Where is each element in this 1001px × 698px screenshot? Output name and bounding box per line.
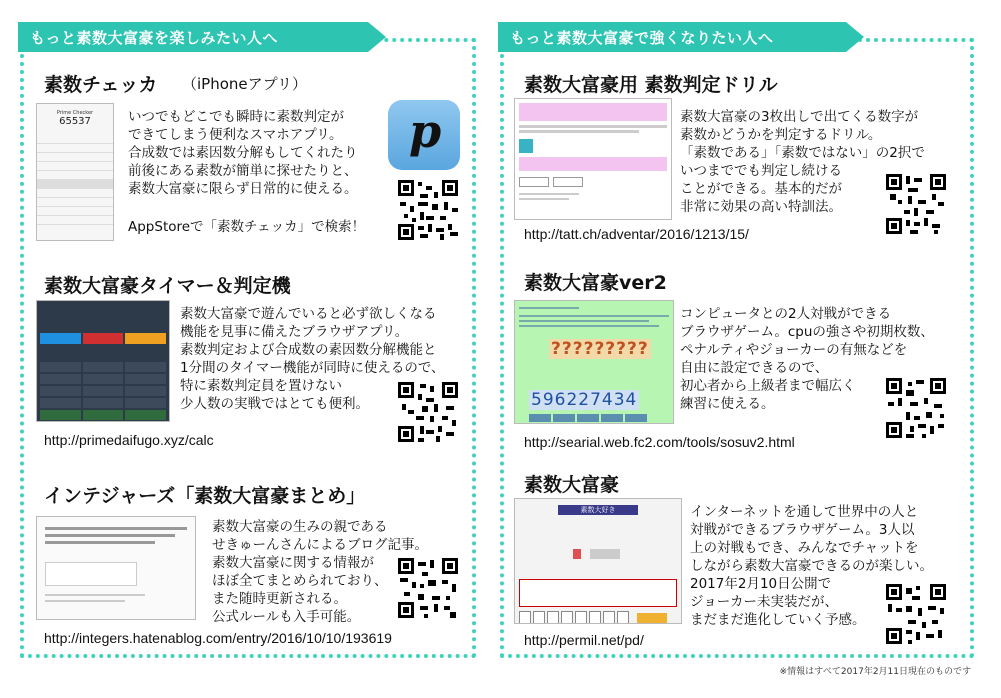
integers-screenshot bbox=[36, 516, 196, 620]
integers-url[interactable]: http://integers.hatenablog.com/entry/2016/10/10/193619 bbox=[44, 630, 392, 646]
left-banner-text: もっと素数大富豪を楽しみたい人へ bbox=[30, 29, 279, 47]
ver2-screenshot bbox=[514, 300, 674, 424]
ver2-description: コンピュータとの2人対戦ができる ブラウザゲーム。cpuの強さや初期枚数、 ペナルティやジョーカーの有無などを 自由に設定できるので、 初心者から上級者まで幅広く 練習に使える。 bbox=[680, 306, 934, 412]
permil-url[interactable]: http://permil.net/pd/ bbox=[524, 632, 644, 648]
timer-description: 素数大富豪で遊んでいると必ず欲しくなる 機能を見事に備えたブラウザアプリ。 素数判定および合成数の素因数分解機能と 1分間のタイマー機能が同時に使えるので、 特に素数判定員を置けない 少人数の実戦ではとても便利。 bbox=[180, 306, 445, 412]
game-title: 素数大好き bbox=[558, 505, 638, 515]
prime-checker-description: いつでもどこでも瞬時に素数判定が できてしまう便利なスマホアプリ。 合成数では素因数分解もしてくれたり 前後にある素数が簡単に探せたりと、 素数大富豪に限らず日常的に使える。 bbox=[128, 109, 358, 197]
app-number: 65537 bbox=[59, 116, 91, 127]
timer-url[interactable]: http://primedaifugo.xyz/calc bbox=[44, 432, 214, 448]
app-list bbox=[37, 135, 113, 225]
integers-qr-code bbox=[396, 556, 460, 620]
right-banner-text: もっと素数大富豪で強くなりたい人へ bbox=[510, 29, 774, 47]
integers-description: 素数大富豪の生みの親である せきゅーんさんによるブログ記事。 素数大富豪に関する情報が ほぼ全てまとめられており、 また随時更新される。 公式ルールも入手可能。 bbox=[212, 519, 428, 625]
permil-screenshot bbox=[514, 498, 682, 624]
timer-screenshot bbox=[36, 300, 170, 422]
ver2-title: 素数大富豪ver2 bbox=[524, 272, 667, 294]
ver2-qr-code bbox=[884, 376, 948, 440]
prime-checker-app-icon bbox=[388, 100, 460, 170]
date-notice: ※情報はすべて2017年2月11日現在のものです bbox=[779, 667, 971, 677]
ver2-url[interactable]: http://searial.web.fc2.com/tools/sosuv2.html bbox=[524, 434, 795, 450]
drill-url[interactable]: http://tatt.ch/adventar/2016/1213/15/ bbox=[524, 226, 749, 242]
drill-qr-code bbox=[884, 172, 948, 236]
drill-description: 素数大富豪の3枚出しで出てくる数字が 素数かどうかを判定するドリル。 「素数である」「素数ではない」の2択で いつまででも判定し続ける ことができる。基本的だが 非常に効果の高い特訓法。 bbox=[680, 109, 925, 215]
timer-qr-code bbox=[396, 380, 460, 444]
player-cards: 596227434 bbox=[531, 390, 638, 410]
prime-checker-appstore-hint: AppStoreで「素数チェッカ」で検索！ bbox=[128, 219, 366, 235]
app-icon-letter: p bbox=[409, 104, 442, 158]
prime-checker-subtitle: （iPhoneアプリ） bbox=[182, 75, 308, 93]
app-title: Prime Checker bbox=[56, 110, 94, 116]
permil-description: インターネットを通して世界中の人と 対戦ができるブラウザゲーム。3人以 上の対戦もでき、みんなでチャットを しながら素数大富豪できるのが楽しい。 2017年2月10日公開で ジョーカー未実装だが、 まだまだ進化していく予感。 bbox=[690, 504, 933, 628]
cpu-cards: ????????? bbox=[551, 339, 649, 359]
prime-checker-qr-code bbox=[396, 178, 460, 242]
prime-checker-title: 素数チェッカ bbox=[44, 74, 158, 96]
timer-title: 素数大富豪タイマー＆判定機 bbox=[44, 275, 291, 297]
permil-qr-code bbox=[884, 582, 948, 646]
right-banner bbox=[498, 22, 866, 52]
prime-checker-screenshot bbox=[36, 103, 114, 241]
integers-title: インテジャーズ「素数大富豪まとめ」 bbox=[44, 485, 366, 507]
left-banner bbox=[18, 22, 388, 52]
permil-title: 素数大富豪 bbox=[524, 474, 620, 496]
drill-screenshot bbox=[514, 98, 672, 220]
drill-title: 素数大富豪用 素数判定ドリル bbox=[524, 74, 778, 96]
